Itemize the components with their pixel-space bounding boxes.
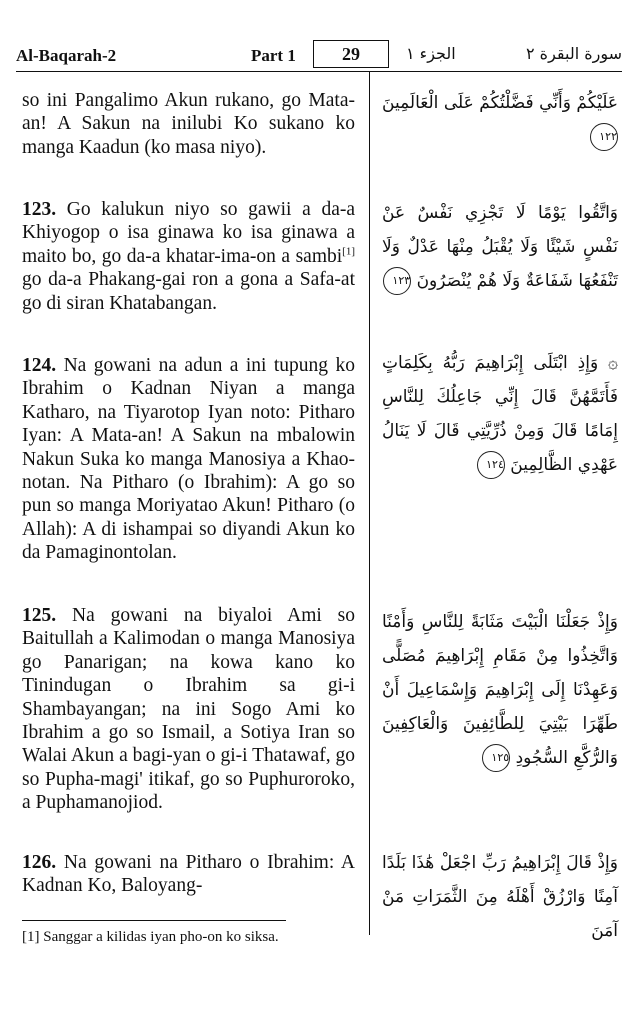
column-divider [369, 71, 370, 935]
verse-number: 123. [22, 199, 57, 220]
arabic-verse-124 [382, 346, 618, 482]
arabic-text: ۞ وَإِذِ ابْتَلَى إِبْرَاهِيمَ رَبُّهُ بِكَلِمَاتٍ فَأَتَمَّهُنَّ قَالَ إِنِّي جَاعِلُكَ لِلنَّاسِ إِمَامًا قَالَ وَمِنْ ذُرِّيَّتِي قَالَ لَا يَنَالُ عَهْدِي الظَّالِمِينَ [382, 353, 618, 475]
translation-verse-122 [22, 89, 355, 159]
translation-text: Na gowani na biyaloi Ami so Baitullah a Kalimodan o manga Manosiya go Panarigan; na kowa kano ko Tinindugan o Ibrahim sa gi-i Shambayangan; na ini Sogo Ami ko Ibrahim a go so Ismail, a Sotiya Iran so Walai Akun a bagi-yan o gi-i Thatawaf, go so Pupha-magi' itikaf, go so Puphuroroko, a Puphamanojiod. [22, 605, 355, 814]
translation-verse-123 [22, 198, 355, 315]
translation-text: Na gowani na adun a ini tupung ko Ibrahim o Kadnan Niyan a manga Katharo, na Tiyarotop Iyan noto: Pitharo Iyan: A Mata-an! A Sakun na mbalowin Nakun Suka ko manga Manosiya a Khao-notan. Na Pitharo (o Ibrahim): A go so pun so manga Moriyatao Akun! Pitharo (o Allah): A di ishampai so diyandi Akun ko da Pamaginontolan. [22, 355, 355, 564]
page-header [16, 38, 622, 72]
verse-number: 124. [22, 355, 57, 376]
surah-name-english: Al-Baqarah-2 [16, 46, 117, 65]
ayah-number-marker: ١٢٤ [477, 451, 505, 479]
arabic-text: وَإِذْ جَعَلْنَا الْبَيْتَ مَثَابَةً لِلنَّاسِ وَأَمْنًا وَاتَّخِذُوا مِنْ مَقَامِ إِبْرَاهِيمَ مُصَلًّى وَعَهِدْنَا إِلَى إِبْرَاهِيمَ وَإِسْمَاعِيلَ أَنْ طَهِّرَا بَيْتِيَ لِلطَّائِفِينَ وَالْعَاكِفِينَ وَالرُّكَّعِ السُّجُودِ [382, 612, 618, 768]
verse-number: 126. [22, 852, 57, 873]
translation-text: Na gowani na Pitharo o Ibrahim: A Kadnan Ko, Baloyang- [22, 852, 356, 897]
ayah-number-marker: ١٢٣ [383, 267, 411, 295]
part-label: Part 1 [251, 46, 296, 65]
arabic-verse-126 [382, 846, 618, 948]
arabic-verse-125 [382, 605, 618, 775]
juz-label-arabic: الجزء ١ [406, 44, 456, 63]
translation-text-continued: go da-a Phakang-gai ron a gona a Safa-at go di siran Khatabangan. [22, 269, 355, 314]
footnote-marker: [1] [342, 245, 355, 258]
arabic-text: وَاتَّقُوا يَوْمًا لَا تَجْزِي نَفْسٌ عَنْ نَفْسٍ شَيْئًا وَلَا يُقْبَلُ مِنْهَا عَدْلٌ وَلَا تَنْفَعُهَا شَفَاعَةٌ وَلَا هُمْ يُنْصَرُونَ [382, 203, 618, 291]
arabic-verse-122 [382, 86, 618, 154]
ayah-number-marker: ١٢٥ [482, 744, 510, 772]
surah-name-arabic: سورة البقرة ٢ [526, 44, 622, 63]
arabic-text: وَإِذْ قَالَ إِبْرَاهِيمُ رَبِّ اجْعَلْ هَٰذَا بَلَدًا آمِنًا وَارْزُقْ أَهْلَهُ مِنَ الثَّمَرَاتِ مَنْ آمَنَ [382, 853, 618, 941]
footnote: [1] Sanggar a kilidas iyan pho-on ko siksa. [22, 929, 279, 945]
arabic-text: عَلَيْكُمْ وَأَنِّي فَضَّلْتُكُمْ عَلَى الْعَالَمِينَ [382, 93, 618, 113]
translation-verse-126 [22, 851, 355, 898]
translation-verse-124 [22, 354, 355, 565]
translation-verse-125 [22, 604, 355, 815]
verse-number: 125. [22, 605, 57, 626]
translation-text: Go kalukun niyo so gawii a da-a Khiyogop o isa ginawa ko isa ginawa a maito bo, go da-a khatar-ima-on a sambi [22, 199, 355, 267]
page-number: 29 [313, 40, 389, 68]
header-rule [16, 71, 622, 72]
translation-text: so ini Pangalimo Akun rukano, go Mata-an! A Sakun na inilubi Ko sukano ko manga Kaadun (ko masa niyo). [22, 90, 355, 158]
footnote-rule [22, 920, 286, 921]
ayah-number-marker: ١٢٢ [590, 123, 618, 151]
arabic-verse-123 [382, 196, 618, 298]
